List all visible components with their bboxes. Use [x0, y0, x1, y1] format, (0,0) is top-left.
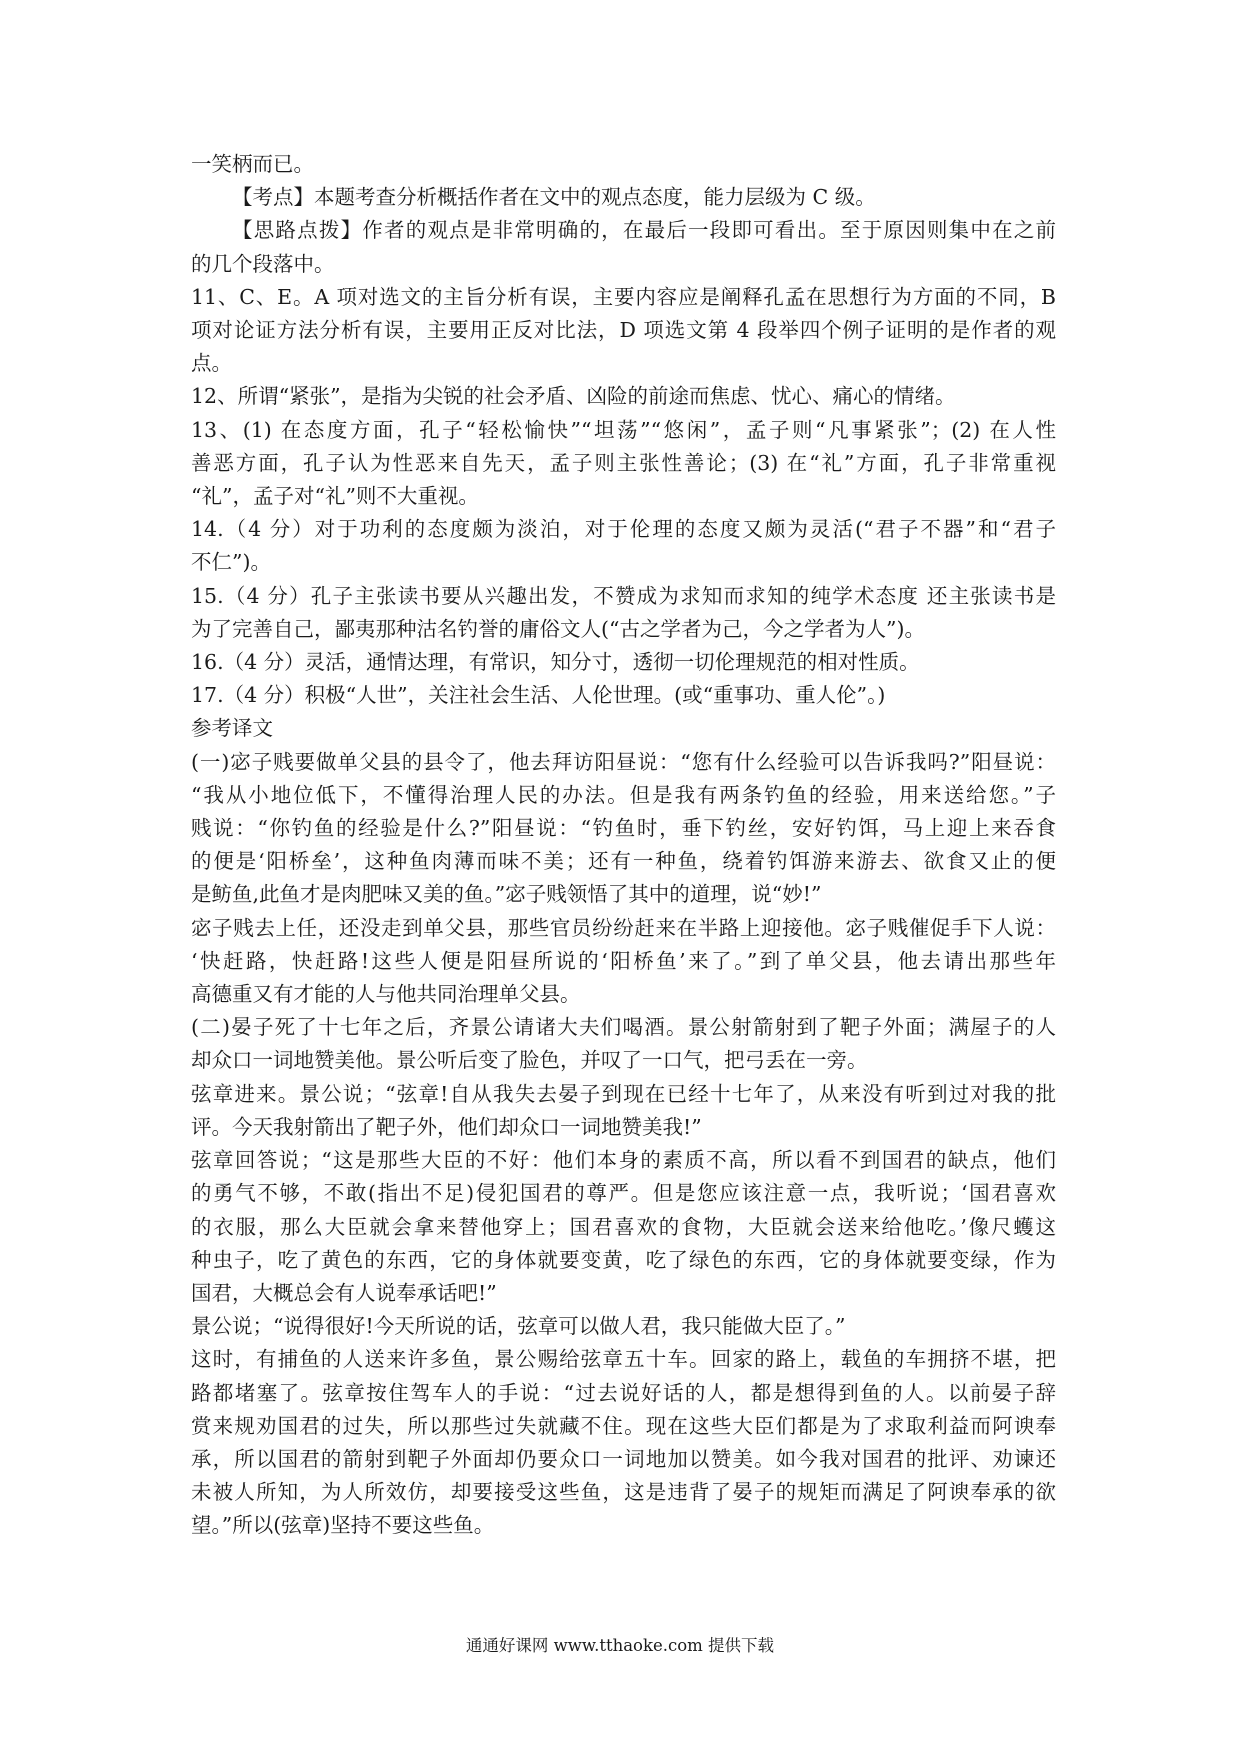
- text-line: 参考译文: [191, 716, 273, 741]
- text-line: 国君，大概总会有人说奉承话吧!”: [191, 1280, 497, 1305]
- text-line: 12、所谓“紧张”，是指为尖锐的社会矛盾、凶险的前途而焦虑、忧心、痛心的情绪。: [191, 384, 956, 409]
- text-line: 望。”所以(弦章)坚持不要这些鱼。: [191, 1513, 495, 1538]
- text-line: 的衣服，那么大臣就会拿来替他穿上；国君喜欢的食物，大臣就会送来给他吃。’像尺蠖这: [191, 1214, 1056, 1239]
- text-line: 14.（4 分）对于功利的态度颇为淡泊，对于伦理的态度又颇为灵活(“君子不器”和“君子: [191, 517, 1056, 542]
- text-line: 15.（4 分）孔子主张读书要从兴趣出发，不赞成为求知而求知的纯学术态度 还主张读书是: [191, 583, 1056, 608]
- text-line: “礼”，孟子对“礼”则不大重视。: [191, 484, 479, 509]
- text-line: 评。今天我射箭出了靶子外，他们却众口一词地赞美我!”: [191, 1114, 702, 1139]
- text-line: 【考点】本题考查分析概括作者在文中的观点态度，能力层级为 C 级。: [232, 185, 876, 210]
- text-line: 弦章回答说；“这是那些大臣的不好：他们本身的素质不高，所以看不到国君的缺点，他们: [191, 1148, 1056, 1173]
- text-line: 17.（4 分）积极“人世”，关注社会生活、人伦世理。(或“重事功、重人伦”。): [191, 683, 886, 708]
- document-body: [191, 148, 1056, 1543]
- text-line: 路都堵塞了。弦章按住驾车人的手说：“过去说好话的人，都是想得到鱼的人。以前晏子辞: [191, 1380, 1056, 1405]
- text-line: 弦章进来。景公说；“弦章!自从我失去晏子到现在已经十七年了，从来没有听到过对我的批: [191, 1081, 1056, 1106]
- text-line: 是鲂鱼,此鱼才是肉肥味又美的鱼。”宓子贱领悟了其中的道理，说“妙!”: [191, 882, 822, 907]
- text-line: 的便是‘阳桥垒’，这种鱼肉薄而味不美；还有一种鱼，绕着钓饵游来游去、欲食又止的便: [191, 849, 1056, 874]
- text-line: 【思路点拨】作者的观点是非常明确的，在最后一段即可看出。至于原因则集中在之前: [232, 218, 1056, 243]
- text-line: ‘快赶路，快赶路!这些人便是阳昼所说的‘阳桥鱼’来了。”到了单父县，他去请出那些年: [191, 948, 1056, 973]
- text-line: 种虫子，吃了黄色的东西，它的身体就要变黄，吃了绿色的东西，它的身体就要变绿，作为: [191, 1247, 1056, 1272]
- text-line: 16.（4 分）灵活，通情达理，有常识，知分寸，透彻一切伦理规范的相对性质。: [191, 650, 920, 675]
- text-line: 却众口一词地赞美他。景公听后变了脸色，并叹了一口气，把弓丢在一旁。: [191, 1048, 868, 1073]
- text-line: 为了完善自己，鄙夷那种沽名钓誉的庸俗文人(“古之学者为己，今之学者为人”)。: [191, 616, 925, 641]
- text-line: “我从小地位低下，不懂得治理人民的办法。但是我有两条钓鱼的经验，用来送给您。”子: [191, 782, 1056, 807]
- page-footer: 通通好课网 www.tthaoke.com 提供下载: [465, 1636, 775, 1655]
- text-line: 11、C、E。A 项对选文的主旨分析有误，主要内容应是阐释孔孟在思想行为方面的不同，B: [191, 284, 1056, 309]
- text-line: (一)宓子贱要做单父县的县令了，他去拜访阳昼说：“您有什么经验可以告诉我吗?”阳昼说：: [191, 749, 1056, 774]
- text-line: 的勇气不够，不敢(指出不足)侵犯国君的尊严。但是您应该注意一点，我听说；‘国君喜欢: [191, 1181, 1056, 1206]
- text-line: 这时，有捕鱼的人送来许多鱼，景公赐给弦章五十车。回家的路上，载鱼的车拥挤不堪，把: [191, 1347, 1056, 1372]
- text-line: 贱说：“你钓鱼的经验是什么?”阳昼说：“钓鱼时，垂下钓丝，安好钓饵，马上迎上来吞食: [191, 816, 1056, 841]
- text-line: 13、(1) 在态度方面，孔子“轻松愉快”“坦荡”“悠闲”，孟子则“凡事紧张”；(2) 在人性: [191, 417, 1056, 442]
- text-line: 项对论证方法分析有误，主要用正反对比法，D 项选文第 4 段举四个例子证明的是作者的观: [191, 318, 1056, 343]
- text-line: 承，所以国君的箭射到靶子外面却仍要众口一词地加以赞美。如今我对国君的批评、劝谏还: [191, 1446, 1056, 1471]
- text-line: 不仁”)。: [191, 550, 271, 575]
- text-line: 宓子贱去上任，还没走到单父县，那些官员纷纷赶来在半路上迎接他。宓子贱催促手下人说：: [191, 915, 1056, 940]
- text-line: 高德重又有才能的人与他共同治理单父县。: [191, 982, 581, 1007]
- text-line: 善恶方面，孔子认为性恶来自先天，孟子则主张性善论；(3) 在“礼”方面，孔子非常重视: [191, 450, 1056, 475]
- text-line: 点。: [191, 351, 232, 376]
- text-line: (二)晏子死了十七年之后，齐景公请诸大夫们喝酒。景公射箭射到了靶子外面；满屋子的人: [191, 1015, 1056, 1040]
- text-line: 的几个段落中。: [191, 251, 335, 276]
- text-line: 景公说；“说得很好!今天所说的话，弦章可以做人君，我只能做大臣了。”: [191, 1314, 846, 1339]
- text-line: 赏来规劝国君的过失，所以那些过失就藏不住。现在这些大臣们都是为了求取利益而阿谀奉: [191, 1413, 1056, 1438]
- text-line: 一笑柄而已。: [191, 152, 314, 176]
- text-line: 未被人所知，为人所效仿，却要接受这些鱼，这是违背了晏子的规矩而满足了阿谀奉承的欲: [191, 1480, 1056, 1505]
